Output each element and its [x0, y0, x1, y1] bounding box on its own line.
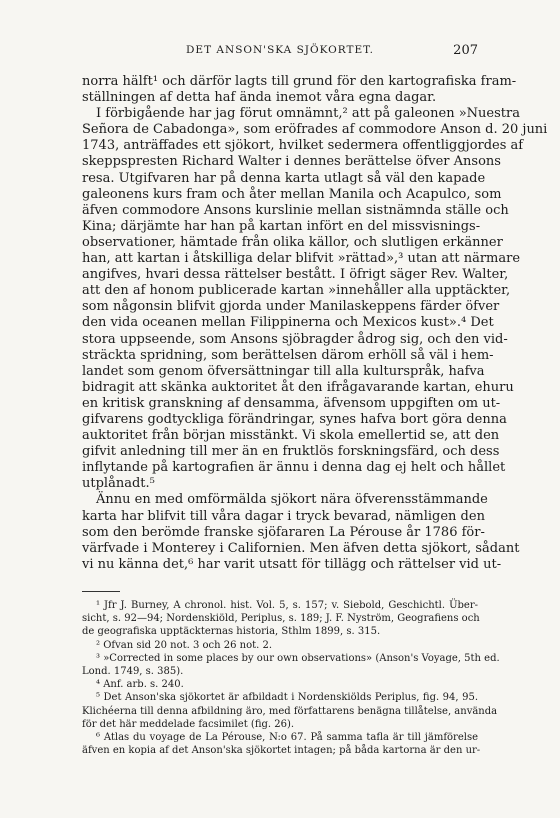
footnote-line: ² Ofvan sid 20 not. 3 och 26 not. 2.: [96, 639, 273, 651]
footnote-line: ⁴ Anf. arb. s. 240.: [96, 679, 184, 691]
footnote-line: ⁶ Atlas du voyage de La Pérouse, N:o 67. På samma tafla är till jämförelse: [96, 731, 478, 743]
body-line: vi nu känna det,⁶ har varit utsatt för tillägg och rättelser vid ut-: [82, 556, 502, 572]
running-head: [82, 44, 478, 62]
body-line: Ännu en med omförmälda sjökort nära öfverensstämmande: [96, 492, 488, 508]
body-line: som någonsin blifvit gjorda under Manilaskeppens färder öfver: [82, 299, 500, 315]
footnote-line: äfven en kopia af det Anson'ska sjökortet intagen; på båda kartorna är den ur-: [82, 745, 481, 757]
body-line: som den berömde franske sjöfararen La Pérouse år 1786 för-: [82, 524, 485, 540]
body-line: sträckta spridning, som berättelsen därom erhöll så väl i hem-: [82, 347, 494, 363]
footnote-line: ³ »Corrected in some places by our own observations» (Anson's Voyage, 5th ed.: [96, 652, 500, 664]
body-line: han, att kartan i åtskilliga delar blifvit »rättad»,³ utan att närmare: [82, 251, 521, 267]
body-line: skeppspresten Richard Walter i dennes berättelse öfver Ansons: [82, 154, 501, 170]
footnote-line: de geografiska upptäckternas historia, Sthlm 1899, s. 315.: [82, 626, 381, 638]
body-line: karta har blifvit till våra dagar i tryck bevarad, nämligen den: [82, 508, 485, 524]
page-number: 207: [453, 43, 478, 58]
body-line: att den af honom publicerade kartan »innehåller alla upptäckter,: [82, 283, 511, 299]
body-line: Kina; därjämte har han på kartan infört en del missvisnings-: [82, 218, 481, 234]
body-line: den vida oceanen mellan Filippinerna och Mexicos kust».⁴ Det: [82, 315, 494, 331]
footnote-line: ¹ Jfr J. Burney, A chronol. hist. Vol. 5, s. 157; v. Siebold, Geschichtl. Über-: [96, 600, 478, 611]
footnote-line: ⁵ Det Anson'ska sjökortet är afbildadt i Nordenskiölds Periplus, fig. 94, 95.: [96, 692, 478, 704]
body-line: resa. Utgifvaren har på denna karta utlagt så väl den kapade: [82, 170, 486, 186]
body-line: gifvit anledning till mer än en fruktlös forskningsfärd, och dess: [82, 444, 500, 460]
body-text: [82, 74, 548, 573]
body-line: landet som genom öfversättningar till alla kulturspråk, hafva: [82, 363, 485, 379]
body-line: utplånadt.⁵: [82, 476, 155, 492]
body-line: inflytande på kartografien är ännu i denna dag ej helt och hållet: [82, 460, 506, 476]
body-line: gifvarens godtyckliga förändringar, synes hafva bort göra denna: [82, 411, 507, 427]
body-line: Señora de Cabadonga», som eröfrades af commodore Anson d. 20 juni: [82, 122, 548, 138]
body-line: bidragit att skänka auktoritet åt den ifrågavarande kartan, ehuru: [82, 379, 514, 395]
body-line: en kritisk granskning af densamma, äfvensom uppgiften om ut-: [82, 395, 501, 411]
running-head-title: DET ANSON'SKA SJÖKORTET.: [186, 44, 374, 56]
body-line: värfvade i Monterey i Californien. Men äfven detta sjökort, sådant: [82, 540, 520, 556]
body-line: äfven commodore Ansons kurslinie mellan sistnämnda ställe och: [82, 202, 509, 218]
body-line: galeonens kurs fram och åter mellan Manila och Acapulco, som: [82, 186, 502, 202]
body-line: observationer, hämtade från olika källor, och slutligen erkänner: [82, 234, 503, 250]
footnote-rule: [82, 591, 120, 592]
footnotes: [82, 599, 500, 757]
body-line: stora uppseende, som Ansons sjöbragder ådrog sig, och den vid-: [82, 331, 508, 347]
body-line: norra hälft¹ och därför lagts till grund för den kartografiska fram-: [82, 74, 517, 89]
footnote-line: Lond. 1749, s. 385).: [82, 665, 184, 677]
body-line: ställningen af detta haf ända inemot våra egna dagar.: [82, 90, 437, 106]
body-line: 1743, anträffades ett sjökort, hvilket sedermera offentliggjordes af: [82, 138, 524, 154]
footnote-line: Klichéerna till denna afbildning äro, med författarens benägna tillåtelse, använda: [82, 705, 498, 717]
footnote-line: sicht, s. 92—94; Nordenskiöld, Periplus, s. 189; J. F. Nyström, Geografiens och: [82, 613, 480, 625]
body-line: auktoritet från början misstänkt. Vi skola emellertid se, att den: [82, 428, 500, 444]
footnote-line: för det här meddelade facsimilet (fig. 26).: [82, 718, 295, 730]
body-line: I förbigående har jag förut omnämnt,² att på galeonen »Nuestra: [96, 106, 520, 122]
body-line: angifves, hvari dessa rättelser bestått. I öfrigt säger Rev. Walter,: [82, 267, 509, 283]
